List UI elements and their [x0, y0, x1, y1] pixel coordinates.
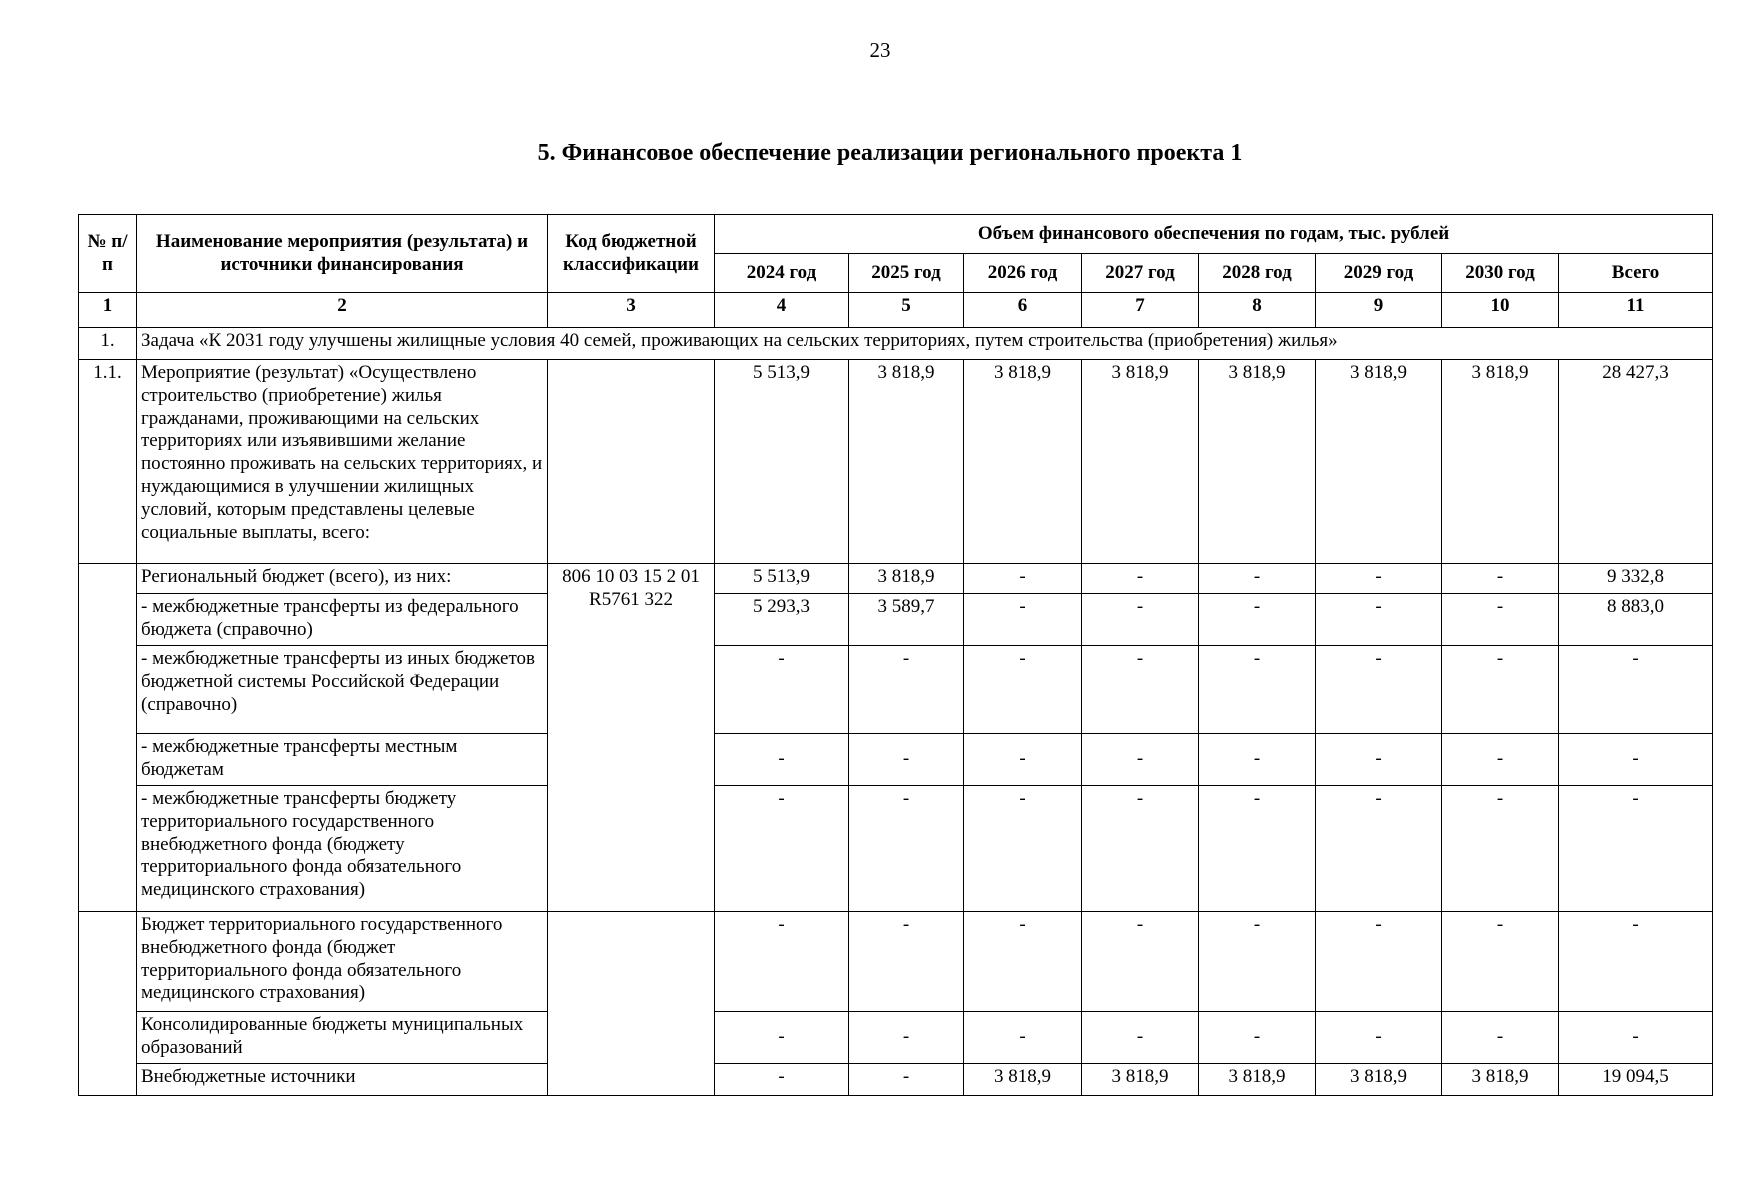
- column-number: 4: [715, 293, 849, 328]
- measure-value: 5 513,9: [715, 360, 849, 564]
- source-value: -: [849, 786, 964, 912]
- source-value: -: [1082, 594, 1199, 646]
- source-value: -: [1199, 594, 1316, 646]
- table-row: [79, 912, 1713, 1012]
- column-number: 1: [79, 293, 137, 328]
- header-year: 2027 год: [1082, 254, 1199, 293]
- source-value: -: [1442, 564, 1559, 594]
- header-year: 2025 год: [849, 254, 964, 293]
- source-value: -: [1442, 1012, 1559, 1064]
- source-total: -: [1559, 1012, 1713, 1064]
- column-number: 2: [137, 293, 548, 328]
- source-value: -: [964, 594, 1082, 646]
- source-value: -: [1082, 1012, 1199, 1064]
- source-value: -: [1442, 912, 1559, 1012]
- source-total: 9 332,8: [1559, 564, 1713, 594]
- source-value: -: [715, 912, 849, 1012]
- header-year: 2030 год: [1442, 254, 1559, 293]
- page-number: 23: [869, 38, 891, 62]
- measure-value: 3 818,9: [1082, 360, 1199, 564]
- measure-value: 3 818,9: [1442, 360, 1559, 564]
- section-title: 5. Финансовое обеспечение реализации регионального проекта 1: [537, 140, 1243, 166]
- column-number: 10: [1442, 293, 1559, 328]
- task-number: 1.: [79, 328, 137, 360]
- source-total: -: [1559, 734, 1713, 786]
- column-number: 3: [548, 293, 715, 328]
- source-value: 3 818,9: [1199, 1064, 1316, 1096]
- column-number: 11: [1559, 293, 1713, 328]
- table-row: [79, 564, 1713, 594]
- table-row: [79, 594, 1713, 646]
- table-row: [79, 1012, 1713, 1064]
- source-name: - межбюджетные трансферты из федерального бюджета (справочно): [137, 594, 548, 646]
- source-value: -: [715, 1012, 849, 1064]
- header-volume: Объем финансового обеспечения по годам, тыс. рублей: [715, 215, 1713, 254]
- header-year: 2024 год: [715, 254, 849, 293]
- source-value: 3 818,9: [964, 1064, 1082, 1096]
- source-value: -: [1082, 734, 1199, 786]
- source-value: -: [1082, 646, 1199, 734]
- measure-value: 3 818,9: [1316, 360, 1442, 564]
- measure-number: 1.1.: [79, 360, 137, 564]
- measure-code-cell: [548, 360, 715, 564]
- source-name: - межбюджетные трансферты местным бюджетам: [137, 734, 548, 786]
- source-value: 3 818,9: [1082, 1064, 1199, 1096]
- source-value: -: [1316, 1012, 1442, 1064]
- source-value: -: [964, 786, 1082, 912]
- source-value: -: [964, 1012, 1082, 1064]
- source-value: -: [964, 564, 1082, 594]
- table-row: [79, 734, 1713, 786]
- source-value: -: [1082, 912, 1199, 1012]
- measure-value: 3 818,9: [964, 360, 1082, 564]
- source-value: -: [1316, 734, 1442, 786]
- source-value: -: [1442, 646, 1559, 734]
- source-value: -: [849, 734, 964, 786]
- source-value: -: [1442, 786, 1559, 912]
- header-total: Всего: [1559, 254, 1713, 293]
- source-total: 19 094,5: [1559, 1064, 1713, 1096]
- source-value: -: [1316, 912, 1442, 1012]
- source-name: - межбюджетные трансферты бюджету территориального государственного внебюджетного фонда (бюджету территориального фонда обязательного медицинского страхования): [137, 786, 548, 912]
- measure-value: 3 818,9: [849, 360, 964, 564]
- task-text: Задача «К 2031 году улучшены жилищные условия 40 семей, проживающих на сельских территориях, путем строительства (приобретения) жилья»: [137, 328, 1713, 360]
- source-value: -: [964, 912, 1082, 1012]
- source-value: -: [1442, 734, 1559, 786]
- source-value: -: [1199, 564, 1316, 594]
- header-year: 2029 год: [1316, 254, 1442, 293]
- source-value: 3 818,9: [849, 564, 964, 594]
- header-year: 2026 год: [964, 254, 1082, 293]
- source-value: -: [715, 1064, 849, 1096]
- number-cell-empty: [79, 912, 137, 1096]
- source-value: -: [1082, 786, 1199, 912]
- source-value: 3 818,9: [1442, 1064, 1559, 1096]
- column-number-row: [79, 293, 1713, 328]
- source-value: 5 513,9: [715, 564, 849, 594]
- budget-code: 806 10 03 15 2 01 R5761 322: [548, 564, 715, 912]
- source-value: -: [849, 646, 964, 734]
- source-value: -: [715, 646, 849, 734]
- source-value: -: [715, 786, 849, 912]
- source-total: -: [1559, 646, 1713, 734]
- header-no: № п/п: [79, 215, 137, 293]
- source-value: -: [1199, 786, 1316, 912]
- source-value: -: [1199, 646, 1316, 734]
- source-value: -: [1199, 734, 1316, 786]
- source-value: -: [964, 646, 1082, 734]
- source-value: 3 589,7: [849, 594, 964, 646]
- source-name: Внебюджетные источники: [137, 1064, 548, 1096]
- measure-name: Мероприятие (результат) «Осуществлено строительство (приобретение) жилья гражданами, проживающими на сельских территориях или изъявившими желание постоянно проживать на сельских территориях, и нуждающимися в улучшении жилищных условий, которым представлены целевые социальные выплаты, всего:: [137, 360, 548, 564]
- source-value: -: [1316, 786, 1442, 912]
- source-value: -: [715, 734, 849, 786]
- source-total: 8 883,0: [1559, 594, 1713, 646]
- source-value: -: [964, 734, 1082, 786]
- column-number: 7: [1082, 293, 1199, 328]
- source-value: 3 818,9: [1316, 1064, 1442, 1096]
- measure-row: [79, 360, 1713, 564]
- source-value: -: [849, 1064, 964, 1096]
- measure-value: 3 818,9: [1199, 360, 1316, 564]
- column-number: 9: [1316, 293, 1442, 328]
- column-number: 5: [849, 293, 964, 328]
- column-number: 6: [964, 293, 1082, 328]
- column-number: 8: [1199, 293, 1316, 328]
- source-total: -: [1559, 786, 1713, 912]
- header-year: 2028 год: [1199, 254, 1316, 293]
- source-name: Бюджет территориального государственного внебюджетного фонда (бюджет территориального фонда обязательного медицинского страхования): [137, 912, 548, 1012]
- source-name: - межбюджетные трансферты из иных бюджетов бюджетной системы Российской Федерации (справочно): [137, 646, 548, 734]
- source-name: Консолидированные бюджеты муниципальных образований: [137, 1012, 548, 1064]
- source-value: -: [1199, 912, 1316, 1012]
- table-row: [79, 646, 1713, 734]
- source-value: -: [1316, 594, 1442, 646]
- task-row: [79, 328, 1713, 360]
- code-cell-empty: [548, 912, 715, 1096]
- number-cell-empty: [79, 564, 137, 912]
- header-name: Наименование мероприятия (результата) и источники финансирования: [137, 215, 548, 293]
- source-value: 5 293,3: [715, 594, 849, 646]
- header-row: [79, 215, 1713, 254]
- source-value: -: [849, 912, 964, 1012]
- table-row: [79, 1064, 1713, 1096]
- source-name: Региональный бюджет (всего), из них:: [137, 564, 548, 594]
- measure-total: 28 427,3: [1559, 360, 1713, 564]
- source-value: -: [1316, 564, 1442, 594]
- table-row: [79, 786, 1713, 912]
- source-total: -: [1559, 912, 1713, 1012]
- source-value: -: [849, 1012, 964, 1064]
- header-code: Код бюджетной классификации: [548, 215, 715, 293]
- source-value: -: [1442, 594, 1559, 646]
- source-value: -: [1082, 564, 1199, 594]
- source-value: -: [1316, 646, 1442, 734]
- financing-table: [78, 214, 1713, 1096]
- source-value: -: [1199, 1012, 1316, 1064]
